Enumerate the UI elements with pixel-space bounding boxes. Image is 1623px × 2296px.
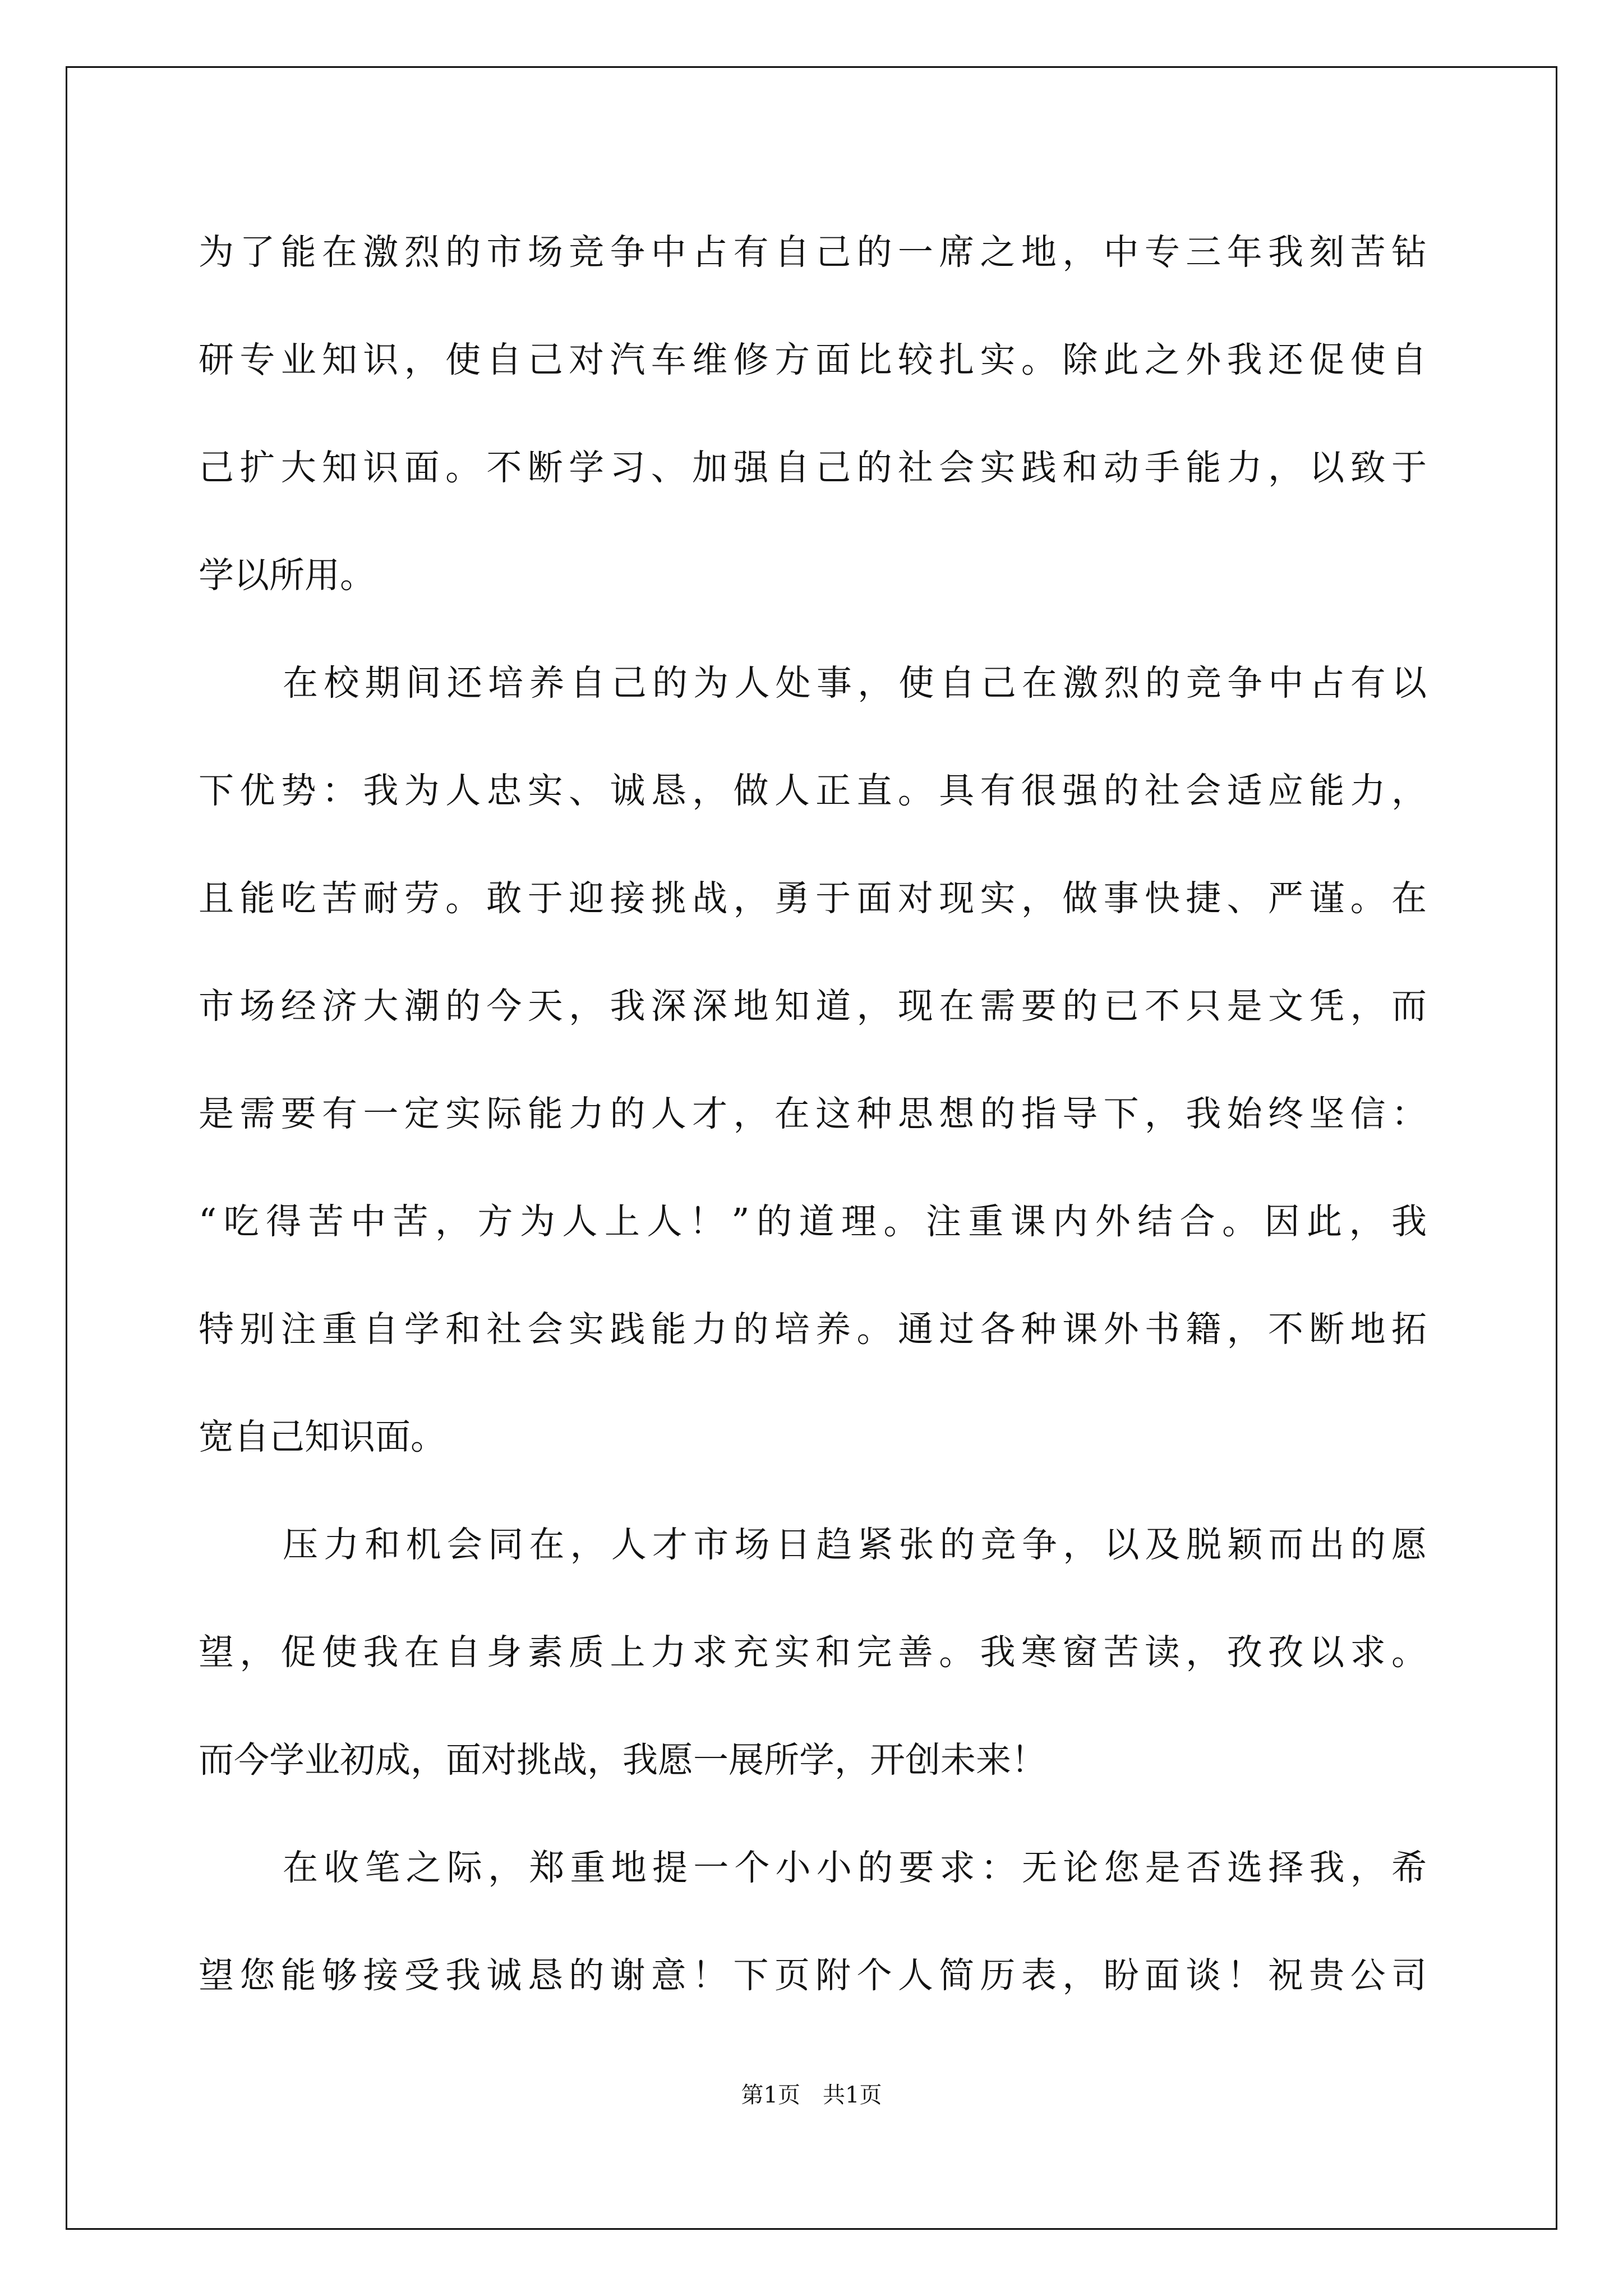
paragraph-2-line-5: 是需要有一定实际能力的人才，在这种思想的指导下，我始终坚信： [199,1093,1427,1134]
paragraph-4-line-2: 望您能够接受我诚恳的谢意！下页附个人简历表，盼面谈！祝贵公司 [199,1955,1427,1996]
paragraph-2-line-6: “吃得苦中苦，方为人上人！”的道理。注重课内外结合。因此，我 [199,1201,1427,1242]
paragraph-1-line-1: 为了能在激烈的市场竞争中占有自己的一席之地，中专三年我刻苦钻 [199,232,1427,273]
paragraph-3-line-2: 望，促使我在自身素质上力求充实和完善。我寒窗苦读，孜孜以求。 [199,1632,1427,1673]
paragraph-2-line-8: 宽自己知识面。 [199,1416,446,1457]
paragraph-2-line-3: 且能吃苦耐劳。敢于迎接挑战，勇于面对现实，做事快捷、严谨。在 [199,878,1427,919]
paragraph-2-line-1: 在校期间还培养自己的为人处事，使自己在激烈的竞争中占有以 [283,662,1427,703]
paragraph-3-line-3: 而今学业初成，面对挑战，我愿一展所学，开创未来！ [199,1740,1046,1780]
paragraph-2-line-7: 特别注重自学和社会实践能力的培养。通过各种课外书籍，不断地拓 [199,1309,1427,1350]
body-text [199,199,1427,2030]
paragraph-2-line-2: 下优势：我为人忠实、诚恳，做人正直。具有很强的社会适应能力， [199,770,1427,811]
paragraph-1-line-4: 学以所用。 [199,555,375,596]
paragraph-4-line-1: 在收笔之际，郑重地提一个小小的要求：无论您是否选择我，希 [283,1847,1427,1888]
paragraph-2-line-4: 市场经济大潮的今天，我深深地知道，现在需要的已不只是文凭，而 [199,986,1427,1027]
paragraph-3-line-1: 压力和机会同在，人才市场日趋紧张的竞争，以及脱颖而出的愿 [283,1524,1427,1565]
page-number-footer: 第1页 共1页 [741,2082,882,2108]
paragraph-1-line-3: 己扩大知识面。不断学习、加强自己的社会实践和动手能力，以致于 [199,447,1427,488]
paragraph-1-line-2: 研专业知识，使自己对汽车维修方面比较扎实。除此之外我还促使自 [199,339,1427,380]
